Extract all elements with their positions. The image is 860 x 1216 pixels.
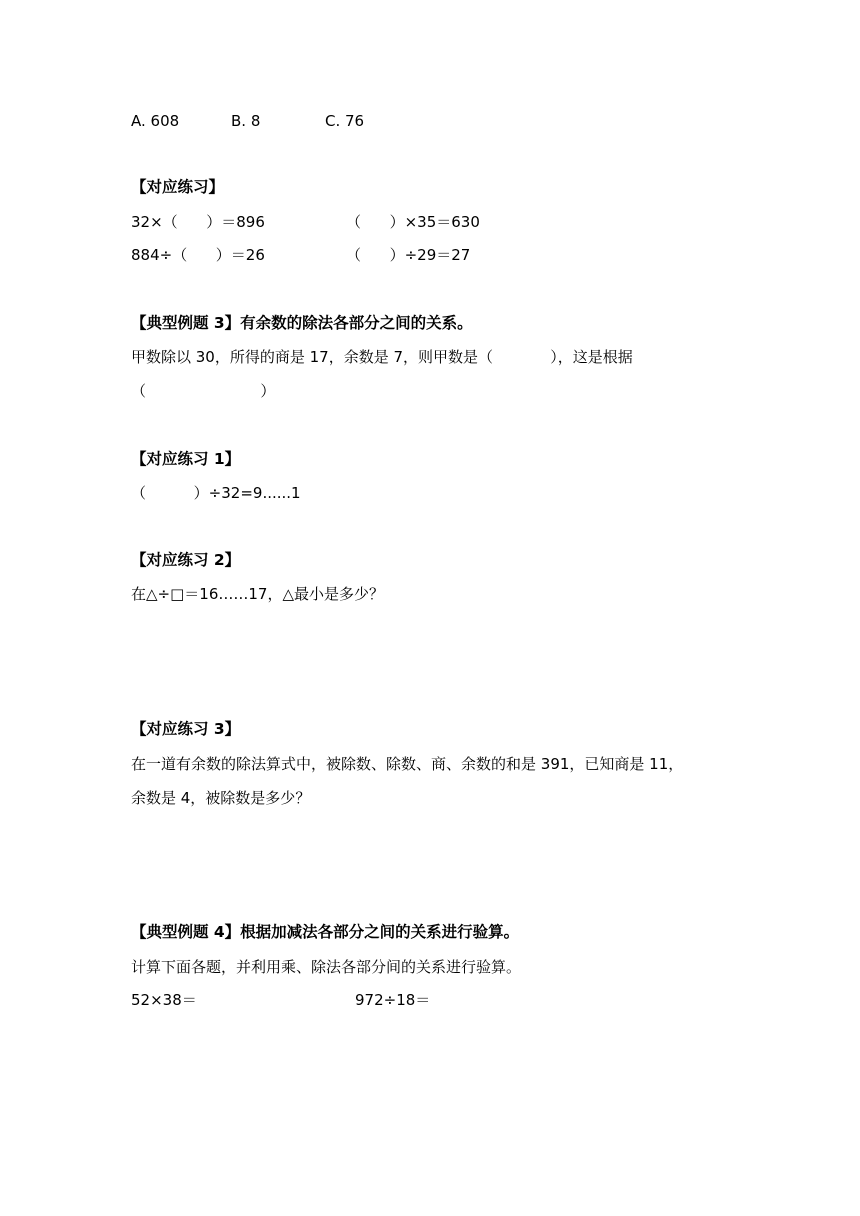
practice2-title: 【对应练习 2】 bbox=[131, 551, 241, 569]
example4-line1: 计算下面各题，并利用乘、除法各部分间的关系进行验算。 bbox=[131, 958, 522, 976]
practice-basic-q3: 884÷（ ）＝26 bbox=[131, 246, 265, 264]
practice-basic-title: 【对应练习】 bbox=[131, 178, 225, 196]
practice-basic-q4: （ ）÷29＝27 bbox=[346, 246, 471, 264]
practice2-line1: 在△÷□＝16……17，△最小是多少？ bbox=[131, 585, 384, 603]
practice3-line1: 在一道有余数的除法算式中，被除数、除数、商、余数的和是 391，已知商是 11， bbox=[131, 755, 684, 773]
example4-calc1: 52×38＝ bbox=[131, 991, 197, 1009]
example3-line1: 甲数除以 30，所得的商是 17，余数是 7，则甲数是（ ），这是根据 bbox=[131, 348, 633, 366]
option-c: C. 76 bbox=[325, 112, 365, 130]
practice-basic-q2: （ ）×35＝630 bbox=[346, 213, 480, 231]
practice1-line1: （ ）÷32=9......1 bbox=[131, 484, 301, 502]
practice1-title: 【对应练习 1】 bbox=[131, 450, 241, 468]
practice-basic-q1: 32×（ ）＝896 bbox=[131, 213, 265, 231]
practice3-line2: 余数是 4，被除数是多少？ bbox=[131, 789, 311, 807]
option-b: B. 8 bbox=[231, 112, 261, 130]
example3-title: 【典型例题 3】有余数的除法各部分之间的关系。 bbox=[131, 314, 473, 332]
example4-title: 【典型例题 4】根据加减法各部分之间的关系进行验算。 bbox=[131, 923, 520, 941]
option-a: A. 608 bbox=[131, 112, 180, 130]
example4-calc2: 972÷18＝ bbox=[355, 991, 431, 1009]
example3-line2: （ ） bbox=[131, 382, 276, 400]
practice3-title: 【对应练习 3】 bbox=[131, 720, 241, 738]
